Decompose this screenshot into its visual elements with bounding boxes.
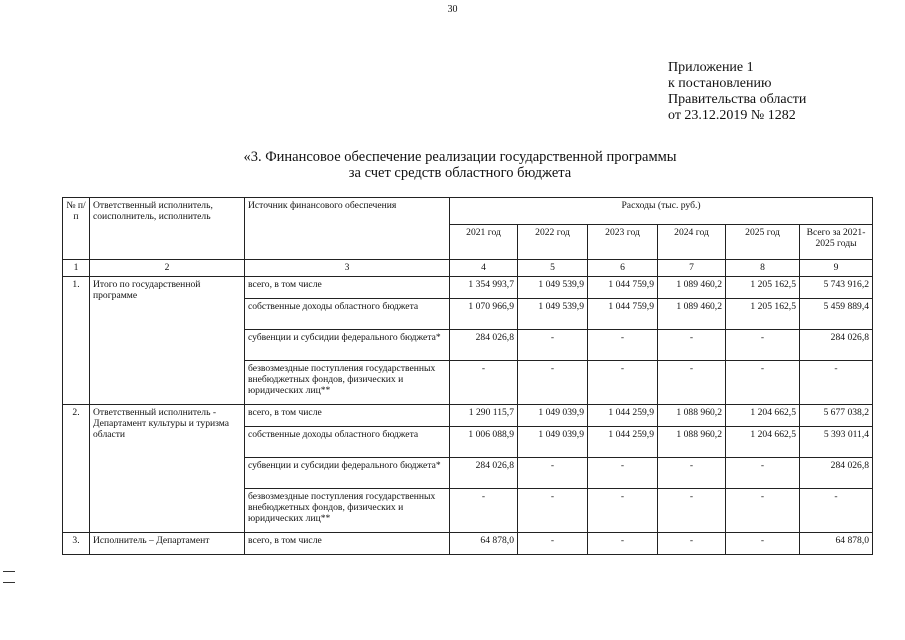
value-cell: 284 026,8 [800,458,873,489]
value-cell: - [518,361,588,405]
value-cell: - [726,361,800,405]
value-cell: - [726,489,800,533]
source-cell: субвенции и субсидии федерального бюджета* [245,458,450,489]
header-year-2025: 2025 год [726,225,800,260]
header-executor: Ответственный исполнитель, соисполнитель, исполнитель [90,198,245,260]
financing-table [62,197,873,555]
column-number: 6 [588,260,658,277]
source-cell: всего, в том числе [245,277,450,299]
value-cell: 1 089 460,2 [658,277,726,299]
appendix-line-4: от 23.12.2019 № 1282 [668,108,796,123]
value-cell: 1 290 115,7 [450,405,518,427]
value-cell: - [658,330,726,361]
header-expenses: Расходы (тыс. руб.) [450,198,873,225]
column-number: 8 [726,260,800,277]
value-cell: - [588,489,658,533]
value-cell: 1 044 759,9 [588,299,658,330]
value-cell: 1 070 966,9 [450,299,518,330]
header-year-2024: 2024 год [658,225,726,260]
value-cell: 1 205 162,5 [726,299,800,330]
value-cell: 1 049 539,9 [518,299,588,330]
header-year-2023: 2023 год [588,225,658,260]
row-number: 3. [63,533,90,555]
value-cell: - [800,361,873,405]
appendix-line-2: к постановлению [668,76,772,91]
source-cell: безвозмездные поступления государственных внебюджетных фондов, физических и юридических лиц** [245,489,450,533]
table-row [63,277,873,299]
value-cell: - [450,361,518,405]
value-cell: 1 204 662,5 [726,405,800,427]
executor-cell: Исполнитель – Департамент [90,533,245,555]
appendix-block [668,60,806,124]
header-total: Всего за 2021-2025 годы [800,225,873,260]
value-cell: - [518,489,588,533]
column-number: 3 [245,260,450,277]
source-cell: всего, в том числе [245,405,450,427]
value-cell: - [588,533,658,555]
page-number: 30 [447,4,458,15]
column-number: 4 [450,260,518,277]
column-number: 5 [518,260,588,277]
value-cell: - [726,458,800,489]
table-row [63,405,873,427]
value-cell: - [658,361,726,405]
value-cell: - [726,330,800,361]
value-cell: - [518,458,588,489]
column-number: 9 [800,260,873,277]
value-cell: 284 026,8 [450,458,518,489]
value-cell: - [518,533,588,555]
source-cell: безвозмездные поступления государственных внебюджетных фондов, физических и юридических лиц** [245,361,450,405]
value-cell: 1 088 960,2 [658,405,726,427]
source-cell: собственные доходы областного бюджета [245,299,450,330]
value-cell: 1 044 259,9 [588,405,658,427]
column-number: 7 [658,260,726,277]
header-year-2022: 2022 год [518,225,588,260]
title-line-1: «3. Финансовое обеспечение реализации государственной программы [243,149,677,165]
value-cell: 1 049 039,9 [518,405,588,427]
document-title [150,149,770,181]
value-cell: 5 393 011,4 [800,427,873,458]
row-number: 2. [63,405,90,533]
row-number: 1. [63,277,90,405]
value-cell: 64 878,0 [800,533,873,555]
value-cell: 1 205 162,5 [726,277,800,299]
value-cell: - [518,330,588,361]
title-line-2: за счет средств областного бюджета [348,165,572,181]
value-cell: - [450,489,518,533]
value-cell: - [658,533,726,555]
margin-mark [3,582,15,583]
value-cell: 1 044 759,9 [588,277,658,299]
header-source: Источник финансового обеспечения [245,198,450,260]
value-cell: 1 089 460,2 [658,299,726,330]
value-cell: 1 354 993,7 [450,277,518,299]
header-year-2021: 2021 год [450,225,518,260]
value-cell: 1 044 259,9 [588,427,658,458]
value-cell: 5 459 889,4 [800,299,873,330]
value-cell: - [800,489,873,533]
column-number: 2 [90,260,245,277]
column-number: 1 [63,260,90,277]
value-cell: 1 204 662,5 [726,427,800,458]
value-cell: 1 006 088,9 [450,427,518,458]
value-cell: - [588,361,658,405]
value-cell: 284 026,8 [450,330,518,361]
value-cell: - [658,458,726,489]
value-cell: 1 049 539,9 [518,277,588,299]
value-cell: - [588,458,658,489]
value-cell: - [588,330,658,361]
appendix-line-1: Приложение 1 [668,60,754,75]
value-cell: 64 878,0 [450,533,518,555]
executor-cell: Итого по государственной программе [90,277,245,405]
value-cell: 5 677 038,2 [800,405,873,427]
executor-cell: Ответственный исполнитель - Департамент культуры и туризма области [90,405,245,533]
value-cell: 284 026,8 [800,330,873,361]
table-row [63,533,873,555]
value-cell: - [658,489,726,533]
appendix-line-3: Правительства области [668,92,807,107]
value-cell: - [726,533,800,555]
value-cell: 1 088 960,2 [658,427,726,458]
margin-mark [3,571,15,572]
value-cell: 5 743 916,2 [800,277,873,299]
source-cell: субвенции и субсидии федерального бюджета* [245,330,450,361]
header-num: № п/п [63,198,90,260]
source-cell: всего, в том числе [245,533,450,555]
value-cell: 1 049 039,9 [518,427,588,458]
source-cell: собственные доходы областного бюджета [245,427,450,458]
